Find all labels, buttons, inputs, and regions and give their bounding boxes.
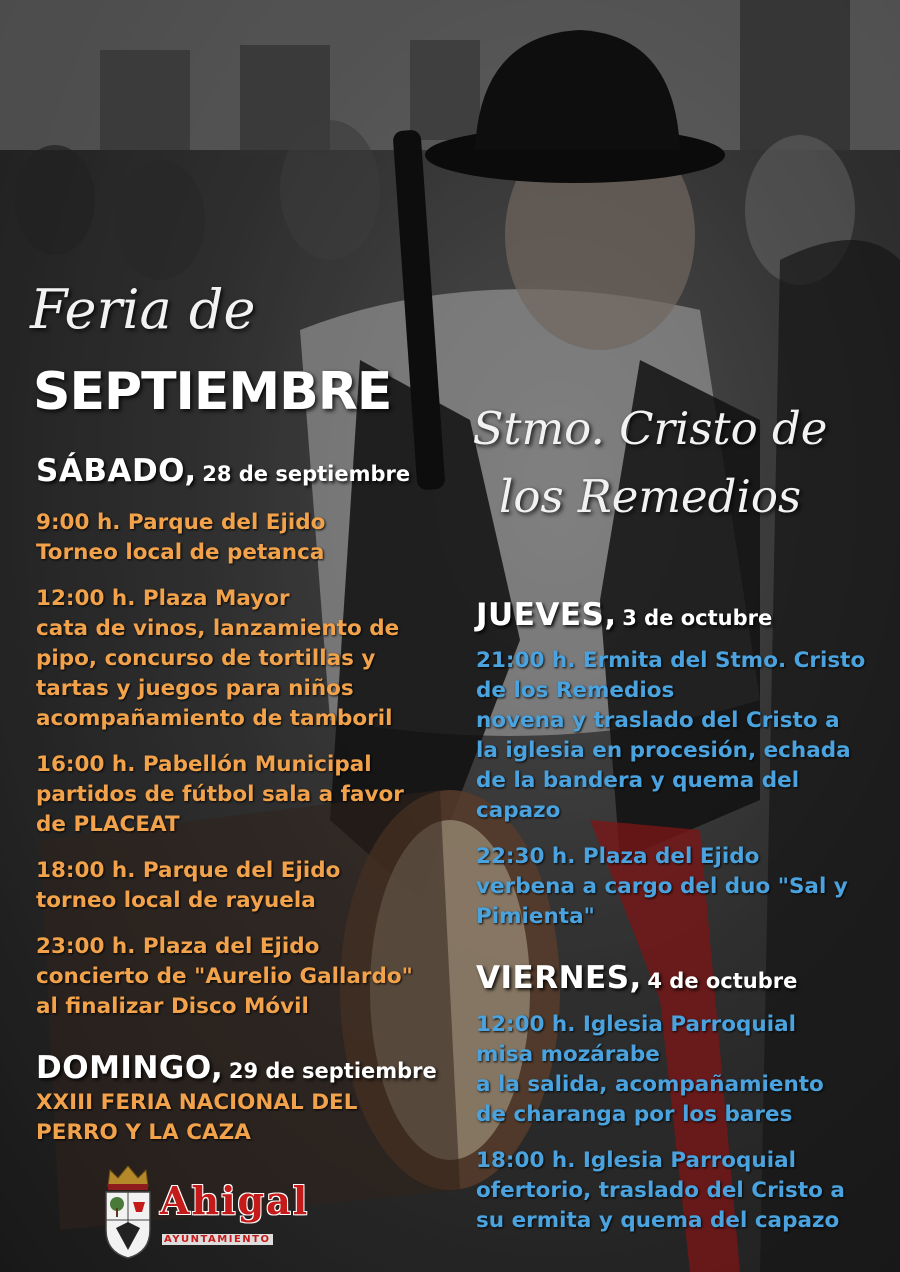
event-description: partidos de fútbol sala a favor: [36, 782, 404, 807]
event-time-place: 21:00 h. Ermita del Stmo. Cristo: [476, 648, 866, 673]
event-description: su ermita y quema del capazo: [476, 1208, 840, 1233]
event-description: al finalizar Disco Móvil: [36, 994, 309, 1019]
event-block: [36, 932, 413, 1022]
event-description: capazo: [476, 798, 561, 823]
event-time-place: 9:00 h. Parque del Ejido: [36, 510, 326, 535]
coat-of-arms-icon: [100, 1160, 156, 1260]
event-description: cata de vinos, lanzamiento de: [36, 616, 400, 641]
saturday-day: SÁBADO,: [36, 453, 197, 489]
event-description: concierto de "Aurelio Gallardo": [36, 964, 413, 989]
sunday-heading: [36, 1050, 437, 1086]
event-description: acompañamiento de tamboril: [36, 706, 393, 731]
event-description: tartas y juegos para niños: [36, 676, 354, 701]
event-description: ofertorio, traslado del Cristo a: [476, 1178, 845, 1203]
event-description: de la bandera y quema del: [476, 768, 800, 793]
event-description: pipo, concurso de tortillas y: [36, 646, 376, 671]
event-description: de PLACEAT: [36, 812, 180, 837]
event-description: misa mozárabe: [476, 1042, 660, 1067]
friday-day: VIERNES,: [476, 960, 642, 996]
event-description: la iglesia en procesión, echada: [476, 738, 851, 763]
event-block: [36, 508, 413, 568]
title-septiembre: SEPTIEMBRE: [33, 362, 392, 422]
sunday-date: 29 de septiembre: [228, 1059, 437, 1083]
thursday-heading: [476, 597, 772, 633]
title-feria-de: Feria de: [30, 278, 256, 341]
event-time-place: 12:00 h. Plaza Mayor: [36, 586, 290, 611]
event-time-place: 16:00 h. Pabellón Municipal: [36, 752, 372, 777]
event-block: [476, 646, 865, 826]
event-block: [476, 1010, 845, 1130]
friday-events: [476, 1010, 845, 1236]
event-time-place: 22:30 h. Plaza del Ejido: [476, 844, 760, 869]
saturday-date: 28 de septiembre: [202, 462, 411, 486]
saturday-events: [36, 508, 413, 1022]
event-description: de los Remedios: [476, 678, 675, 703]
event-description: torneo local de rayuela: [36, 888, 316, 913]
event-time-place: XXIII FERIA NACIONAL DEL: [36, 1090, 358, 1115]
event-description: Pimienta": [476, 904, 595, 929]
logo-name: Ahigal: [160, 1178, 310, 1223]
event-block: [476, 842, 865, 932]
event-description: PERRO Y LA CAZA: [36, 1120, 251, 1145]
event-description: a la salida, acompañamiento: [476, 1072, 824, 1097]
event-description: Torneo local de petanca: [36, 540, 325, 565]
event-time-place: 18:00 h. Parque del Ejido: [36, 858, 341, 883]
event-description: verbena a cargo del duo "Sal y: [476, 874, 848, 899]
subtitle-cristo-remedios: [455, 395, 845, 531]
ahigal-logo: [100, 1160, 310, 1260]
event-block: [36, 750, 413, 840]
event-time-place: 23:00 h. Plaza del Ejido: [36, 934, 320, 959]
event-block: [36, 1088, 357, 1148]
friday-heading: [476, 960, 797, 996]
event-description: de charanga por los bares: [476, 1102, 793, 1127]
event-block: [36, 856, 413, 916]
friday-date: 4 de octubre: [647, 969, 798, 993]
event-time-place: 12:00 h. Iglesia Parroquial: [476, 1012, 796, 1037]
thursday-date: 3 de octubre: [622, 606, 773, 630]
event-description: novena y traslado del Cristo a: [476, 708, 840, 733]
subtitle-text: Stmo. Cristo de los Remedios: [472, 402, 828, 523]
saturday-heading: [36, 453, 410, 489]
thursday-day: JUEVES,: [476, 597, 617, 633]
event-block: [36, 584, 413, 734]
event-time-place: 18:00 h. Iglesia Parroquial: [476, 1148, 796, 1173]
event-block: [476, 1146, 845, 1236]
sunday-day: DOMINGO,: [36, 1050, 224, 1086]
thursday-events: [476, 646, 865, 932]
sunday-events: [36, 1088, 357, 1148]
logo-subtitle: AYUNTAMIENTO: [164, 1234, 271, 1245]
